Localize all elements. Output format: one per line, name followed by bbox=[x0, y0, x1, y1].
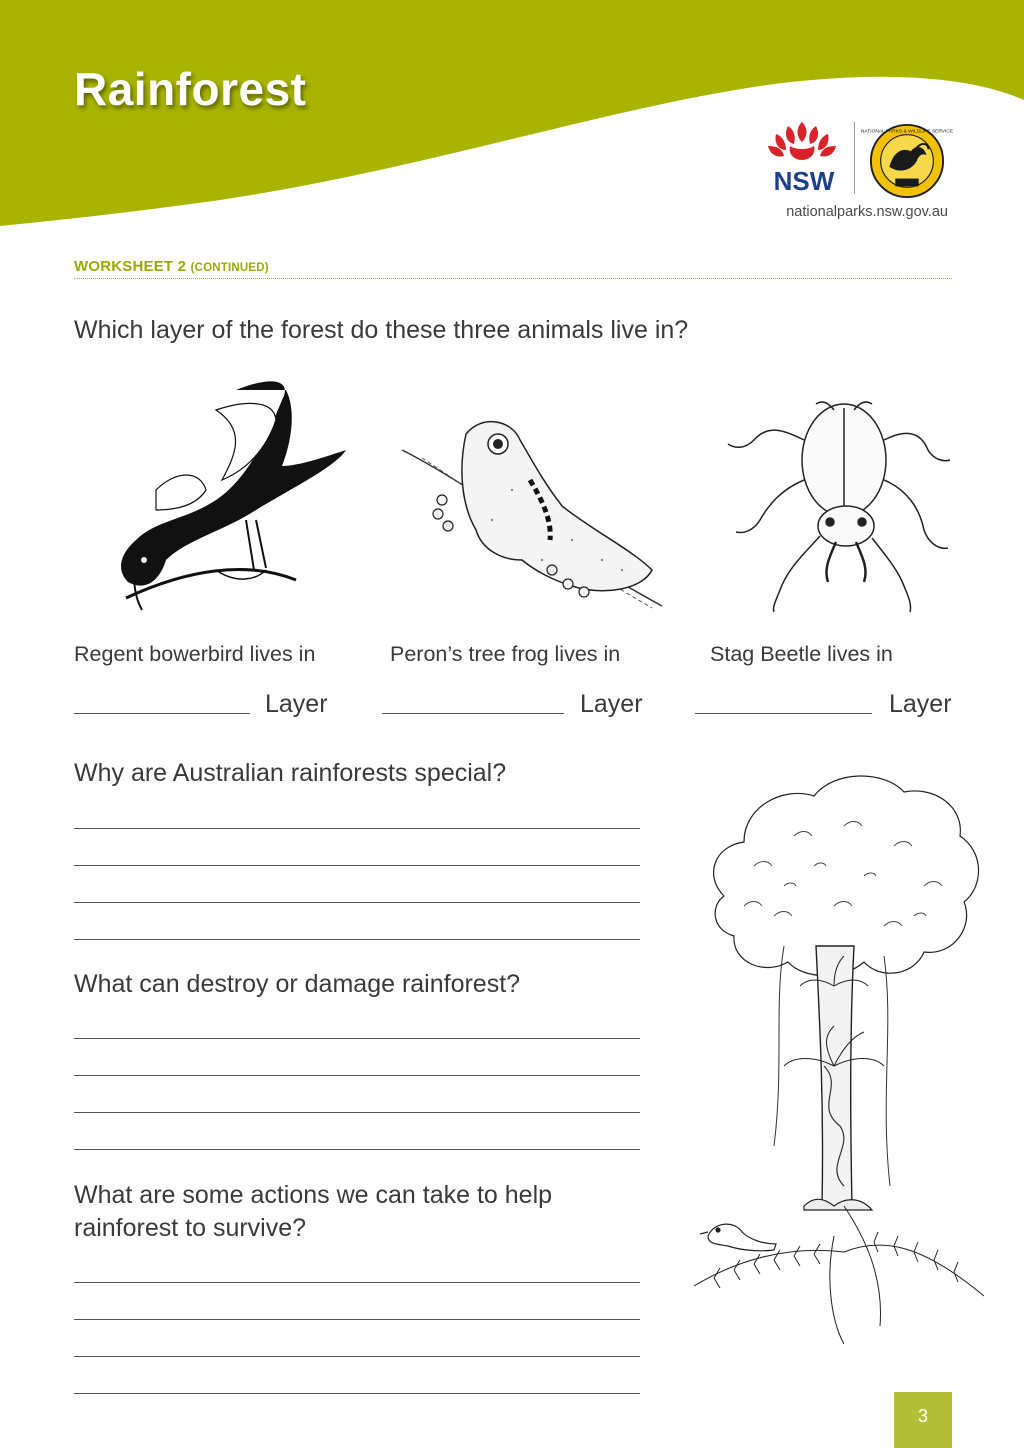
section-divider bbox=[74, 278, 952, 279]
answer-line[interactable] bbox=[74, 1075, 640, 1076]
answer-blank-bowerbird[interactable] bbox=[74, 713, 250, 714]
layer-label-stag-beetle: Layer bbox=[889, 690, 952, 718]
answer-line[interactable] bbox=[74, 828, 640, 829]
worksheet-label-main: WORKSHEET 2 bbox=[74, 258, 187, 275]
question-animal-layers: Which layer of the forest do these three animals live in? bbox=[74, 316, 689, 344]
site-url: nationalparks.nsw.gov.au bbox=[786, 204, 948, 220]
page-title: Rainforest bbox=[74, 63, 307, 115]
stag-beetle-illustration bbox=[724, 400, 954, 616]
layer-label-tree-frog: Layer bbox=[580, 690, 643, 718]
rainforest-tree-illustration bbox=[684, 766, 994, 1346]
question-help-survive bbox=[74, 1179, 552, 1245]
caption-stag-beetle: Stag Beetle lives in bbox=[710, 642, 893, 666]
npws-emblem-text: NATIONAL PARKS & WILDLIFE SERVICE bbox=[860, 129, 954, 135]
logo-divider bbox=[854, 122, 855, 194]
worksheet-label bbox=[74, 258, 269, 275]
answer-blank-stag-beetle[interactable] bbox=[695, 713, 872, 714]
page-number-box bbox=[894, 1392, 952, 1448]
page-number: 3 bbox=[917, 1406, 928, 1426]
logo-block bbox=[762, 118, 952, 200]
tree-frog-illustration bbox=[402, 410, 668, 610]
answer-line[interactable] bbox=[74, 1319, 640, 1320]
answer-line[interactable] bbox=[74, 1149, 640, 1150]
answer-blank-tree-frog[interactable] bbox=[382, 713, 564, 714]
answer-line[interactable] bbox=[74, 1038, 640, 1039]
answer-line[interactable] bbox=[74, 865, 640, 866]
worksheet-label-suffix: (CONTINUED) bbox=[190, 262, 269, 274]
answer-line[interactable] bbox=[74, 1393, 640, 1394]
npws-emblem-icon bbox=[860, 122, 954, 200]
caption-bowerbird: Regent bowerbird lives in bbox=[74, 642, 316, 666]
nsw-logo-text: NSW bbox=[773, 166, 835, 196]
answer-line[interactable] bbox=[74, 1112, 640, 1113]
answer-line[interactable] bbox=[74, 939, 640, 940]
question-destroy-damage: What can destroy or damage rainforest? bbox=[74, 970, 521, 998]
answer-line[interactable] bbox=[74, 902, 640, 903]
bowerbird-illustration bbox=[96, 370, 352, 622]
answer-line[interactable] bbox=[74, 1282, 640, 1283]
question-help-survive-line1: What are some actions we can take to help bbox=[74, 1181, 553, 1209]
question-why-special: Why are Australian rainforests special? bbox=[74, 759, 507, 787]
question-help-survive-line2: rainforest to survive? bbox=[74, 1214, 307, 1242]
answer-line[interactable] bbox=[74, 1356, 640, 1357]
caption-tree-frog: Peron’s tree frog lives in bbox=[390, 642, 621, 666]
layer-label-bowerbird: Layer bbox=[265, 690, 328, 718]
